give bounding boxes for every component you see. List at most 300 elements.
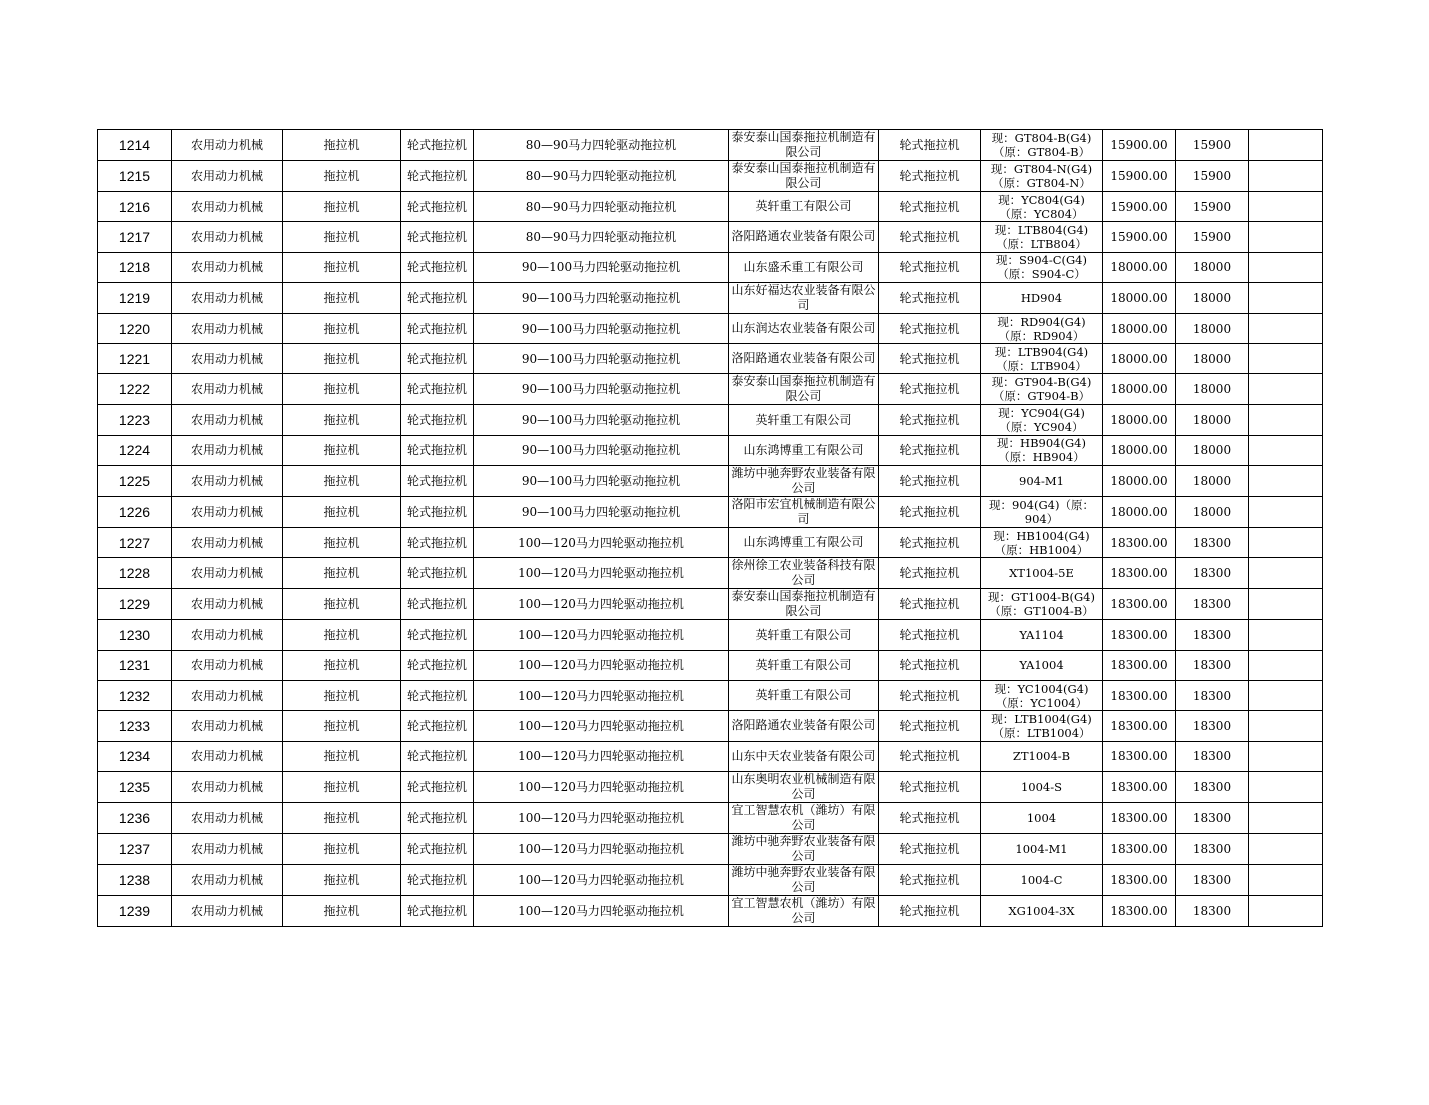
row-number-cell: 1238 [98, 864, 172, 895]
subsidy-value-cell: 18000 [1176, 374, 1249, 405]
item-cell: 拖拉机 [283, 711, 401, 741]
subsidy-value-cell: 18300 [1176, 589, 1249, 620]
subitem-cell: 轮式拖拉机 [401, 680, 474, 710]
table-row [98, 558, 1323, 589]
item-cell: 拖拉机 [283, 558, 401, 589]
subsidy-amount-cell: 18300.00 [1103, 711, 1176, 741]
grade-cell: 90—100马力四轮驱动拖拉机 [474, 344, 729, 374]
row-number-cell: 1234 [98, 741, 172, 771]
category-cell: 农用动力机械 [172, 161, 283, 192]
category-cell: 农用动力机械 [172, 528, 283, 558]
manufacturer-cell: 泰安泰山国泰拖拉机制造有限公司 [729, 374, 879, 405]
manufacturer-cell: 山东好福达农业装备有限公司 [729, 282, 879, 313]
subsidy-amount-cell: 18300.00 [1103, 802, 1176, 833]
model-cell: 1004-C [981, 864, 1103, 895]
category-cell: 农用动力机械 [172, 771, 283, 802]
subsidy-amount-cell: 18000.00 [1103, 374, 1176, 405]
table-row [98, 620, 1323, 650]
manufacturer-cell: 洛阳市宏宜机械制造有限公司 [729, 497, 879, 528]
subitem-cell: 轮式拖拉机 [401, 313, 474, 343]
grade-cell: 90—100马力四轮驱动拖拉机 [474, 252, 729, 282]
item-cell: 拖拉机 [283, 650, 401, 680]
subsidy-value-cell: 18300 [1176, 620, 1249, 650]
manufacturer-cell: 英轩重工有限公司 [729, 650, 879, 680]
product-name-cell: 轮式拖拉机 [879, 895, 981, 926]
item-cell: 拖拉机 [283, 313, 401, 343]
table-row [98, 130, 1323, 161]
remark-cell [1249, 680, 1323, 710]
grade-cell: 100—120马力四轮驱动拖拉机 [474, 589, 729, 620]
table-row [98, 282, 1323, 313]
category-cell: 农用动力机械 [172, 344, 283, 374]
model-cell: 现：GT904-B(G4)（原：GT904-B） [981, 374, 1103, 405]
manufacturer-cell: 山东润达农业装备有限公司 [729, 313, 879, 343]
item-cell: 拖拉机 [283, 222, 401, 252]
subsidy-amount-cell: 18300.00 [1103, 864, 1176, 895]
table-row [98, 680, 1323, 710]
subsidy-value-cell: 18300 [1176, 741, 1249, 771]
model-cell: 1004-M1 [981, 833, 1103, 864]
remark-cell [1249, 405, 1323, 435]
product-name-cell: 轮式拖拉机 [879, 222, 981, 252]
remark-cell [1249, 741, 1323, 771]
model-cell: 现：GT804-B(G4)（原：GT804-B） [981, 130, 1103, 161]
product-name-cell: 轮式拖拉机 [879, 435, 981, 465]
subsidy-amount-cell: 18300.00 [1103, 680, 1176, 710]
row-number-cell: 1216 [98, 192, 172, 222]
table-row [98, 650, 1323, 680]
row-number-cell: 1224 [98, 435, 172, 465]
table-row [98, 192, 1323, 222]
item-cell: 拖拉机 [283, 528, 401, 558]
row-number-cell: 1232 [98, 680, 172, 710]
table-row [98, 374, 1323, 405]
subsidy-value-cell: 18000 [1176, 435, 1249, 465]
subsidy-value-cell: 15900 [1176, 161, 1249, 192]
subsidy-value-cell: 18300 [1176, 771, 1249, 802]
category-cell: 农用动力机械 [172, 711, 283, 741]
grade-cell: 90—100马力四轮驱动拖拉机 [474, 497, 729, 528]
model-cell: 现：RD904(G4)（原：RD904） [981, 313, 1103, 343]
subsidy-amount-cell: 18300.00 [1103, 558, 1176, 589]
category-cell: 农用动力机械 [172, 620, 283, 650]
table-row [98, 435, 1323, 465]
manufacturer-cell: 潍坊中驰奔野农业装备有限公司 [729, 466, 879, 497]
item-cell: 拖拉机 [283, 895, 401, 926]
subsidy-amount-cell: 15900.00 [1103, 161, 1176, 192]
manufacturer-cell: 英轩重工有限公司 [729, 620, 879, 650]
subitem-cell: 轮式拖拉机 [401, 405, 474, 435]
row-number-cell: 1221 [98, 344, 172, 374]
table-row [98, 466, 1323, 497]
table-row [98, 802, 1323, 833]
model-cell: 现：S904-C(G4)（原：S904-C） [981, 252, 1103, 282]
model-cell: 1004 [981, 802, 1103, 833]
category-cell: 农用动力机械 [172, 895, 283, 926]
row-number-cell: 1220 [98, 313, 172, 343]
product-name-cell: 轮式拖拉机 [879, 313, 981, 343]
remark-cell [1249, 650, 1323, 680]
subitem-cell: 轮式拖拉机 [401, 252, 474, 282]
item-cell: 拖拉机 [283, 833, 401, 864]
subitem-cell: 轮式拖拉机 [401, 650, 474, 680]
row-number-cell: 1215 [98, 161, 172, 192]
model-cell: 现：904(G4)（原：904） [981, 497, 1103, 528]
grade-cell: 90—100马力四轮驱动拖拉机 [474, 374, 729, 405]
remark-cell [1249, 558, 1323, 589]
model-cell: 现：HB1004(G4)（原：HB1004） [981, 528, 1103, 558]
remark-cell [1249, 711, 1323, 741]
category-cell: 农用动力机械 [172, 435, 283, 465]
subsidy-table [97, 129, 1323, 927]
subsidy-amount-cell: 18300.00 [1103, 895, 1176, 926]
remark-cell [1249, 833, 1323, 864]
subsidy-amount-cell: 18300.00 [1103, 650, 1176, 680]
grade-cell: 90—100马力四轮驱动拖拉机 [474, 282, 729, 313]
grade-cell: 90—100马力四轮驱动拖拉机 [474, 435, 729, 465]
subsidy-value-cell: 18000 [1176, 497, 1249, 528]
model-cell: YA1104 [981, 620, 1103, 650]
manufacturer-cell: 英轩重工有限公司 [729, 405, 879, 435]
grade-cell: 80—90马力四轮驱动拖拉机 [474, 192, 729, 222]
product-name-cell: 轮式拖拉机 [879, 497, 981, 528]
model-cell: 现：GT1004-B(G4)（原：GT1004-B） [981, 589, 1103, 620]
manufacturer-cell: 泰安泰山国泰拖拉机制造有限公司 [729, 161, 879, 192]
subitem-cell: 轮式拖拉机 [401, 833, 474, 864]
subsidy-value-cell: 18300 [1176, 802, 1249, 833]
product-name-cell: 轮式拖拉机 [879, 192, 981, 222]
item-cell: 拖拉机 [283, 435, 401, 465]
manufacturer-cell: 洛阳路通农业装备有限公司 [729, 711, 879, 741]
table-row [98, 497, 1323, 528]
manufacturer-cell: 洛阳路通农业装备有限公司 [729, 344, 879, 374]
item-cell: 拖拉机 [283, 589, 401, 620]
subsidy-amount-cell: 18300.00 [1103, 620, 1176, 650]
category-cell: 农用动力机械 [172, 680, 283, 710]
subitem-cell: 轮式拖拉机 [401, 435, 474, 465]
category-cell: 农用动力机械 [172, 374, 283, 405]
manufacturer-cell: 宜工智慧农机（潍坊）有限公司 [729, 895, 879, 926]
category-cell: 农用动力机械 [172, 650, 283, 680]
manufacturer-cell: 潍坊中驰奔野农业装备有限公司 [729, 864, 879, 895]
category-cell: 农用动力机械 [172, 282, 283, 313]
product-name-cell: 轮式拖拉机 [879, 864, 981, 895]
item-cell: 拖拉机 [283, 344, 401, 374]
model-cell: ZT1004-B [981, 741, 1103, 771]
category-cell: 农用动力机械 [172, 833, 283, 864]
table-row [98, 222, 1323, 252]
remark-cell [1249, 282, 1323, 313]
subsidy-value-cell: 18000 [1176, 282, 1249, 313]
model-cell: 现：YC904(G4)（原：YC904） [981, 405, 1103, 435]
product-name-cell: 轮式拖拉机 [879, 711, 981, 741]
item-cell: 拖拉机 [283, 130, 401, 161]
item-cell: 拖拉机 [283, 771, 401, 802]
subsidy-amount-cell: 18000.00 [1103, 497, 1176, 528]
category-cell: 农用动力机械 [172, 741, 283, 771]
subsidy-value-cell: 18300 [1176, 528, 1249, 558]
model-cell: 现：YC804(G4)（原：YC804） [981, 192, 1103, 222]
item-cell: 拖拉机 [283, 497, 401, 528]
product-name-cell: 轮式拖拉机 [879, 466, 981, 497]
table-row [98, 864, 1323, 895]
table-body [98, 130, 1323, 927]
manufacturer-cell: 山东盛禾重工有限公司 [729, 252, 879, 282]
manufacturer-cell: 山东鸿博重工有限公司 [729, 435, 879, 465]
subsidy-amount-cell: 18300.00 [1103, 741, 1176, 771]
grade-cell: 90—100马力四轮驱动拖拉机 [474, 405, 729, 435]
row-number-cell: 1235 [98, 771, 172, 802]
table-row [98, 313, 1323, 343]
subitem-cell: 轮式拖拉机 [401, 802, 474, 833]
grade-cell: 100—120马力四轮驱动拖拉机 [474, 650, 729, 680]
row-number-cell: 1214 [98, 130, 172, 161]
item-cell: 拖拉机 [283, 161, 401, 192]
subitem-cell: 轮式拖拉机 [401, 497, 474, 528]
subsidy-amount-cell: 18000.00 [1103, 435, 1176, 465]
remark-cell [1249, 497, 1323, 528]
category-cell: 农用动力机械 [172, 222, 283, 252]
category-cell: 农用动力机械 [172, 558, 283, 589]
subitem-cell: 轮式拖拉机 [401, 711, 474, 741]
category-cell: 农用动力机械 [172, 589, 283, 620]
subsidy-amount-cell: 18300.00 [1103, 528, 1176, 558]
item-cell: 拖拉机 [283, 802, 401, 833]
item-cell: 拖拉机 [283, 192, 401, 222]
row-number-cell: 1219 [98, 282, 172, 313]
product-name-cell: 轮式拖拉机 [879, 405, 981, 435]
table-row [98, 252, 1323, 282]
grade-cell: 100—120马力四轮驱动拖拉机 [474, 741, 729, 771]
model-cell: 现：HB904(G4)（原：HB904） [981, 435, 1103, 465]
subsidy-value-cell: 18000 [1176, 344, 1249, 374]
row-number-cell: 1236 [98, 802, 172, 833]
remark-cell [1249, 435, 1323, 465]
row-number-cell: 1237 [98, 833, 172, 864]
model-cell: HD904 [981, 282, 1103, 313]
item-cell: 拖拉机 [283, 680, 401, 710]
product-name-cell: 轮式拖拉机 [879, 161, 981, 192]
product-name-cell: 轮式拖拉机 [879, 833, 981, 864]
subsidy-amount-cell: 18000.00 [1103, 252, 1176, 282]
subsidy-amount-cell: 15900.00 [1103, 192, 1176, 222]
row-number-cell: 1230 [98, 620, 172, 650]
subsidy-value-cell: 18000 [1176, 466, 1249, 497]
item-cell: 拖拉机 [283, 864, 401, 895]
subsidy-value-cell: 15900 [1176, 130, 1249, 161]
grade-cell: 90—100马力四轮驱动拖拉机 [474, 466, 729, 497]
manufacturer-cell: 山东中天农业装备有限公司 [729, 741, 879, 771]
manufacturer-cell: 徐州徐工农业装备科技有限公司 [729, 558, 879, 589]
subsidy-value-cell: 15900 [1176, 192, 1249, 222]
manufacturer-cell: 泰安泰山国泰拖拉机制造有限公司 [729, 130, 879, 161]
manufacturer-cell: 泰安泰山国泰拖拉机制造有限公司 [729, 589, 879, 620]
subitem-cell: 轮式拖拉机 [401, 528, 474, 558]
remark-cell [1249, 771, 1323, 802]
manufacturer-cell: 宜工智慧农机（潍坊）有限公司 [729, 802, 879, 833]
category-cell: 农用动力机械 [172, 313, 283, 343]
product-name-cell: 轮式拖拉机 [879, 344, 981, 374]
subsidy-value-cell: 18000 [1176, 252, 1249, 282]
manufacturer-cell: 英轩重工有限公司 [729, 192, 879, 222]
product-name-cell: 轮式拖拉机 [879, 741, 981, 771]
subsidy-value-cell: 18300 [1176, 833, 1249, 864]
remark-cell [1249, 895, 1323, 926]
grade-cell: 100—120马力四轮驱动拖拉机 [474, 771, 729, 802]
product-name-cell: 轮式拖拉机 [879, 802, 981, 833]
category-cell: 农用动力机械 [172, 252, 283, 282]
manufacturer-cell: 山东奥明农业机械制造有限公司 [729, 771, 879, 802]
subsidy-amount-cell: 18300.00 [1103, 833, 1176, 864]
product-name-cell: 轮式拖拉机 [879, 650, 981, 680]
table-row [98, 895, 1323, 926]
subsidy-value-cell: 18300 [1176, 864, 1249, 895]
product-name-cell: 轮式拖拉机 [879, 558, 981, 589]
subsidy-value-cell: 18300 [1176, 558, 1249, 589]
remark-cell [1249, 252, 1323, 282]
row-number-cell: 1225 [98, 466, 172, 497]
subitem-cell: 轮式拖拉机 [401, 620, 474, 650]
remark-cell [1249, 466, 1323, 497]
subsidy-amount-cell: 18000.00 [1103, 405, 1176, 435]
subitem-cell: 轮式拖拉机 [401, 771, 474, 802]
grade-cell: 100—120马力四轮驱动拖拉机 [474, 620, 729, 650]
category-cell: 农用动力机械 [172, 864, 283, 895]
subitem-cell: 轮式拖拉机 [401, 282, 474, 313]
remark-cell [1249, 864, 1323, 895]
subitem-cell: 轮式拖拉机 [401, 589, 474, 620]
manufacturer-cell: 山东鸿博重工有限公司 [729, 528, 879, 558]
subsidy-value-cell: 18300 [1176, 895, 1249, 926]
subsidy-amount-cell: 15900.00 [1103, 222, 1176, 252]
model-cell: 现：YC1004(G4)（原：YC1004） [981, 680, 1103, 710]
subitem-cell: 轮式拖拉机 [401, 466, 474, 497]
subitem-cell: 轮式拖拉机 [401, 741, 474, 771]
row-number-cell: 1239 [98, 895, 172, 926]
grade-cell: 100—120马力四轮驱动拖拉机 [474, 895, 729, 926]
row-number-cell: 1217 [98, 222, 172, 252]
manufacturer-cell: 洛阳路通农业装备有限公司 [729, 222, 879, 252]
model-cell: 现：LTB804(G4)（原：LTB804） [981, 222, 1103, 252]
subsidy-amount-cell: 18000.00 [1103, 282, 1176, 313]
subsidy-amount-cell: 18300.00 [1103, 589, 1176, 620]
subsidy-value-cell: 18300 [1176, 711, 1249, 741]
category-cell: 农用动力机械 [172, 497, 283, 528]
subsidy-value-cell: 18300 [1176, 680, 1249, 710]
table-row [98, 589, 1323, 620]
subsidy-value-cell: 15900 [1176, 222, 1249, 252]
remark-cell [1249, 192, 1323, 222]
table-row [98, 833, 1323, 864]
model-cell: XT1004-5E [981, 558, 1103, 589]
subsidy-value-cell: 18000 [1176, 313, 1249, 343]
table-row [98, 771, 1323, 802]
model-cell: 现：LTB904(G4)（原：LTB904） [981, 344, 1103, 374]
model-cell: YA1004 [981, 650, 1103, 680]
grade-cell: 100—120马力四轮驱动拖拉机 [474, 802, 729, 833]
category-cell: 农用动力机械 [172, 466, 283, 497]
product-name-cell: 轮式拖拉机 [879, 130, 981, 161]
remark-cell [1249, 313, 1323, 343]
item-cell: 拖拉机 [283, 374, 401, 405]
category-cell: 农用动力机械 [172, 192, 283, 222]
table-row [98, 161, 1323, 192]
subitem-cell: 轮式拖拉机 [401, 192, 474, 222]
remark-cell [1249, 374, 1323, 405]
item-cell: 拖拉机 [283, 466, 401, 497]
subsidy-value-cell: 18000 [1176, 405, 1249, 435]
grade-cell: 90—100马力四轮驱动拖拉机 [474, 313, 729, 343]
row-number-cell: 1218 [98, 252, 172, 282]
model-cell: 现：LTB1004(G4)（原：LTB1004） [981, 711, 1103, 741]
product-name-cell: 轮式拖拉机 [879, 282, 981, 313]
remark-cell [1249, 589, 1323, 620]
subitem-cell: 轮式拖拉机 [401, 222, 474, 252]
grade-cell: 100—120马力四轮驱动拖拉机 [474, 833, 729, 864]
product-name-cell: 轮式拖拉机 [879, 252, 981, 282]
remark-cell [1249, 344, 1323, 374]
row-number-cell: 1228 [98, 558, 172, 589]
row-number-cell: 1229 [98, 589, 172, 620]
product-name-cell: 轮式拖拉机 [879, 771, 981, 802]
row-number-cell: 1223 [98, 405, 172, 435]
subsidy-amount-cell: 18300.00 [1103, 771, 1176, 802]
category-cell: 农用动力机械 [172, 130, 283, 161]
model-cell: 1004-S [981, 771, 1103, 802]
subsidy-amount-cell: 15900.00 [1103, 130, 1176, 161]
grade-cell: 80—90马力四轮驱动拖拉机 [474, 161, 729, 192]
manufacturer-cell: 英轩重工有限公司 [729, 680, 879, 710]
row-number-cell: 1231 [98, 650, 172, 680]
subsidy-amount-cell: 18000.00 [1103, 466, 1176, 497]
model-cell: 现：GT804-N(G4)（原：GT804-N） [981, 161, 1103, 192]
category-cell: 农用动力机械 [172, 405, 283, 435]
subitem-cell: 轮式拖拉机 [401, 558, 474, 589]
subitem-cell: 轮式拖拉机 [401, 130, 474, 161]
model-cell: 904-M1 [981, 466, 1103, 497]
product-name-cell: 轮式拖拉机 [879, 528, 981, 558]
row-number-cell: 1227 [98, 528, 172, 558]
row-number-cell: 1233 [98, 711, 172, 741]
subitem-cell: 轮式拖拉机 [401, 161, 474, 192]
product-name-cell: 轮式拖拉机 [879, 680, 981, 710]
subitem-cell: 轮式拖拉机 [401, 344, 474, 374]
item-cell: 拖拉机 [283, 620, 401, 650]
item-cell: 拖拉机 [283, 405, 401, 435]
product-name-cell: 轮式拖拉机 [879, 620, 981, 650]
grade-cell: 100—120马力四轮驱动拖拉机 [474, 711, 729, 741]
subitem-cell: 轮式拖拉机 [401, 374, 474, 405]
table-row [98, 528, 1323, 558]
grade-cell: 100—120马力四轮驱动拖拉机 [474, 680, 729, 710]
grade-cell: 100—120马力四轮驱动拖拉机 [474, 864, 729, 895]
row-number-cell: 1222 [98, 374, 172, 405]
subsidy-amount-cell: 18000.00 [1103, 344, 1176, 374]
manufacturer-cell: 潍坊中驰奔野农业装备有限公司 [729, 833, 879, 864]
remark-cell [1249, 802, 1323, 833]
grade-cell: 100—120马力四轮驱动拖拉机 [474, 558, 729, 589]
table-row [98, 344, 1323, 374]
product-name-cell: 轮式拖拉机 [879, 374, 981, 405]
subsidy-amount-cell: 18000.00 [1103, 313, 1176, 343]
remark-cell [1249, 130, 1323, 161]
remark-cell [1249, 620, 1323, 650]
row-number-cell: 1226 [98, 497, 172, 528]
grade-cell: 80—90马力四轮驱动拖拉机 [474, 130, 729, 161]
table-row [98, 741, 1323, 771]
remark-cell [1249, 161, 1323, 192]
model-cell: XG1004-3X [981, 895, 1103, 926]
